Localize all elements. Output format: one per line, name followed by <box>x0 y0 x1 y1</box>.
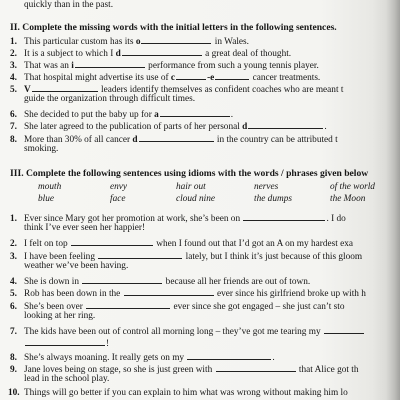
answer-blank[interactable] <box>124 287 214 296</box>
answer-blank[interactable] <box>71 237 153 246</box>
answer-blank[interactable] <box>160 108 230 117</box>
s3-item-4: 4. She is down in because all her friends are out of town. <box>10 277 311 287</box>
answer-blank[interactable] <box>98 250 182 259</box>
s3-item-1-cont: think I’ve ever seen her happier! <box>24 223 146 233</box>
answer-blank[interactable] <box>248 120 323 129</box>
idiom-word: blue <box>38 194 55 204</box>
idiom-word: cloud nine <box>176 194 215 204</box>
s2-item-8-cont: smoking. <box>24 144 59 154</box>
idiom-word: nerves <box>254 182 279 192</box>
answer-blank[interactable] <box>75 59 145 68</box>
answer-blank[interactable] <box>216 363 296 372</box>
page-fold-shadow <box>386 0 400 400</box>
idiom-word: the Moon <box>330 194 366 204</box>
s2-item-2: 2. It is a subject to which I d a great deal of thought. <box>10 49 292 59</box>
idiom-word: face <box>110 194 126 204</box>
s3-item-3-cont: weather we’ve been having. <box>24 261 129 271</box>
answer-blank[interactable] <box>215 71 249 80</box>
s2-item-8: 8. More than 30% of all cancer d in the country can be attributed t <box>10 135 338 145</box>
s3-item-9: 9. Jane loves being on stage, so she is just green with that Alice got th <box>10 365 359 375</box>
s3-item-1: 1. Ever since Mary got her promotion at work, she’s been on . I do <box>10 214 346 224</box>
answer-blank[interactable] <box>86 300 170 309</box>
s2-item-5: 5. V leaders identify themselves as confident coaches who are meant t <box>10 85 344 95</box>
answer-blank[interactable] <box>32 83 98 92</box>
s2-item-4: 4. That hospital might advertise its use of c -e cancer treatments. <box>10 73 321 83</box>
s3-item-2: 2. I felt on top when I found out that I’d got an A on my hardest exa <box>10 239 354 249</box>
idiom-word: hair out <box>176 182 206 192</box>
answer-blank[interactable] <box>122 47 202 56</box>
section-3-heading: III. Complete the following sentences using idioms with the words / phrases given below <box>10 168 369 179</box>
s2-item-3: 3. That was an i performance from such a young tennis player. <box>10 61 319 71</box>
answer-blank[interactable] <box>141 35 211 44</box>
s3-item-6-cont: looking at her ring. <box>24 311 96 321</box>
s3-item-7: 7. The kids have been out of control all morning long – they’ve got me tearing my <box>10 325 365 338</box>
answer-blank[interactable] <box>176 71 206 80</box>
idiom-word: mouth <box>38 182 62 192</box>
s3-item-10: 10. Things will go better if you can explain to him what was wrong without making him lo <box>8 388 348 398</box>
answer-blank[interactable] <box>243 212 325 221</box>
section-2-heading: II. Complete the missing words with the initial letters in the following sentences. <box>10 22 337 33</box>
s2-item-7: 7. She later agreed to the publication of parts of her personal d . <box>10 122 327 132</box>
s3-item-7-cont: ! <box>10 337 109 350</box>
s2-item-5-cont: guide the organization through difficult times. <box>24 94 196 104</box>
answer-blank[interactable] <box>324 325 364 334</box>
idiom-word: of the world <box>330 182 375 192</box>
s3-item-5: 5. Rob has been down in the ever since his girlfriend broke up with h <box>10 289 366 299</box>
s2-item-1: 1. This particular custom has its o in Wales. <box>10 37 249 47</box>
s3-item-9-cont: lead in the school play. <box>24 374 110 384</box>
answer-blank[interactable] <box>82 275 162 284</box>
intro-tail-text: quickly than in the past. <box>24 0 114 10</box>
idiom-word: envy <box>110 182 128 192</box>
s3-item-3: 3. I have been feeling lately, but I think it’s just because of this gloom <box>10 252 363 262</box>
s3-item-8: 8. She’s always moaning. It really gets on my . <box>10 353 275 363</box>
s3-item-6: 6. She’s been over ever since she got engaged – she just can’t sto <box>10 302 345 312</box>
s2-item-6: 6. She decided to put the baby up for a . <box>10 110 234 120</box>
answer-blank[interactable] <box>187 351 271 360</box>
answer-blank[interactable] <box>139 133 214 142</box>
idiom-word: the dumps <box>254 194 292 204</box>
answer-blank[interactable] <box>25 337 105 346</box>
